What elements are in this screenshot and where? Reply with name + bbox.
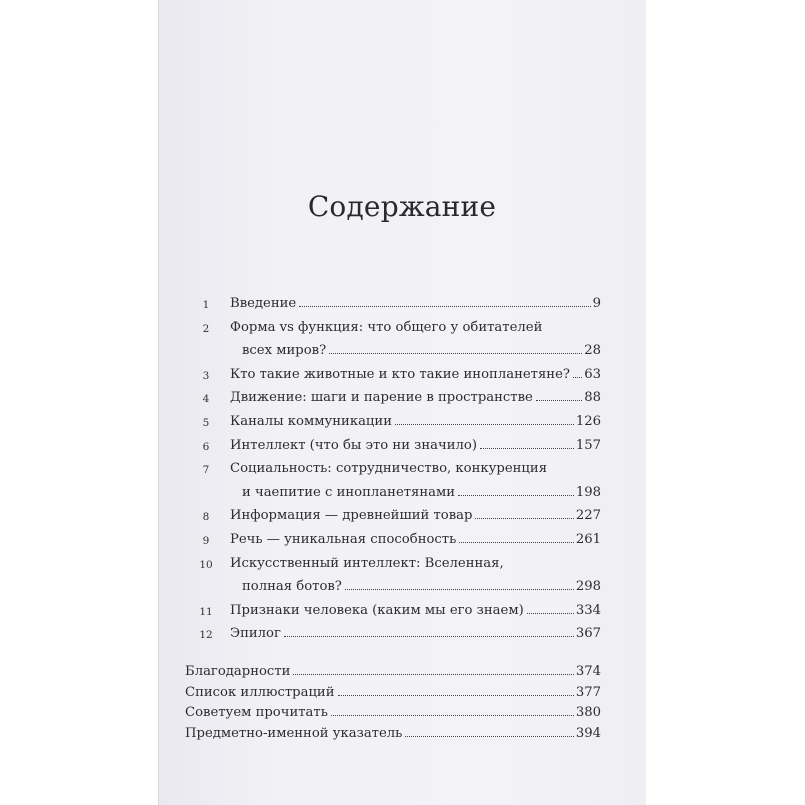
page-number: 198: [575, 484, 601, 500]
chapter-title: Речь — уникальная способность: [230, 532, 457, 547]
page-number: 63: [584, 366, 601, 382]
dot-leader: [284, 636, 574, 637]
chapter-title-line: [230, 367, 601, 382]
toc-chapter-8: [158, 508, 646, 530]
page-number: 380: [575, 705, 601, 720]
back-matter-title: Предметно-именной указатель: [185, 725, 403, 741]
toc-back-matter-item: [185, 685, 601, 707]
chapter-title: Каналы коммуникации: [230, 414, 392, 429]
dot-leader: [536, 400, 582, 401]
dot-leader: [293, 674, 573, 675]
chapter-title: Искусственный интеллект: Вселенная,: [230, 555, 504, 571]
chapter-title-line: [230, 603, 601, 618]
page-number: 157: [575, 437, 601, 453]
chapter-number: 3: [202, 369, 210, 382]
page-number: 28: [584, 343, 601, 359]
page-number: 261: [575, 532, 601, 547]
chapter-title: Кто такие животные и кто такие инопланетяне?: [230, 366, 570, 382]
dot-leader: [395, 424, 574, 425]
toc-back-matter-item: [185, 664, 601, 686]
chapter-title-line: [230, 438, 601, 453]
dot-leader: [527, 613, 574, 614]
dot-leader: [573, 377, 582, 378]
chapter-number: 5: [202, 417, 210, 429]
page-number: 126: [575, 414, 601, 429]
chapter-title-line: [230, 390, 601, 405]
toc-chapter-5: [158, 414, 646, 436]
back-matter-title: Советуем прочитать: [185, 705, 328, 720]
chapter-title-line: [230, 414, 601, 429]
chapter-title: Эпилог: [230, 626, 281, 642]
dot-leader: [345, 589, 574, 590]
chapter-title: полная ботов?: [242, 579, 342, 595]
chapter-title: Интеллект (что бы это ни значило): [230, 437, 477, 453]
dot-leader: [459, 542, 574, 543]
toc-chapter-1: [158, 296, 646, 318]
chapter-title-line: [230, 461, 547, 476]
chapter-number: 7: [202, 464, 210, 477]
chapter-title-line: [230, 296, 601, 311]
chapter-title: Информация — древнейший товар: [230, 508, 473, 524]
toc-chapter-4: [158, 390, 646, 412]
page-number: 334: [575, 602, 601, 618]
back-matter-title: Список иллюстраций: [185, 684, 335, 700]
dot-leader: [405, 736, 573, 737]
dot-leader: [299, 306, 590, 307]
toc-chapter-9: [158, 532, 646, 554]
chapter-title-line: [242, 485, 601, 500]
chapter-title: Введение: [230, 296, 297, 311]
toc-chapter-12: [158, 626, 646, 648]
chapter-title: Признаки человека (каким мы его знаем): [230, 602, 524, 618]
book-page: [158, 0, 646, 805]
toc-back-matter-item: [185, 705, 601, 727]
page-number: 9: [592, 296, 601, 311]
chapter-number: 4: [202, 393, 210, 406]
chapter-title-line: [230, 626, 601, 641]
chapter-title: Социальность: сотрудничество, конкуренция: [230, 461, 548, 477]
chapter-number: 8: [202, 511, 210, 524]
chapter-title: Форма vs функция: что общего у обитателей: [230, 319, 543, 335]
dot-leader: [458, 495, 574, 496]
toc-chapter-11: [158, 603, 646, 625]
chapter-title-line: [230, 556, 504, 571]
chapter-number: 10: [199, 558, 213, 571]
page-number: 298: [575, 579, 601, 595]
dot-leader: [475, 518, 573, 519]
page-number: 377: [575, 684, 601, 700]
page-number: 367: [575, 626, 601, 642]
chapter-title-line: [242, 343, 601, 358]
chapter-number: 2: [202, 322, 210, 335]
chapter-number: 9: [202, 535, 210, 547]
back-matter-title: Благодарности: [185, 664, 291, 679]
chapter-title-line: [230, 508, 601, 523]
chapter-title-line: [242, 579, 601, 594]
chapter-number: 6: [202, 440, 210, 453]
page-number: 88: [584, 390, 601, 406]
chapter-title: и чаепитие с инопланетянами: [242, 484, 456, 500]
dot-leader: [480, 448, 574, 449]
toc-chapter-6: [158, 438, 646, 460]
chapter-title: Движение: шаги и парение в пространстве: [230, 390, 533, 406]
chapter-number: 12: [199, 629, 213, 642]
chapter-number: 1: [202, 299, 210, 311]
dot-leader: [329, 353, 582, 354]
chapter-title: всех миров?: [242, 343, 327, 359]
toc-chapter-10: [158, 555, 646, 595]
chapter-number: 11: [199, 605, 213, 618]
page-title: Содержание: [307, 190, 497, 223]
dot-leader: [331, 715, 574, 716]
chapter-title-line: [230, 532, 601, 547]
page-number: 394: [575, 725, 601, 741]
page-number: 227: [575, 508, 601, 524]
toc-chapter-2: [158, 319, 646, 359]
toc-back-matter-item: [185, 726, 601, 748]
toc-chapter-3: [158, 367, 646, 389]
page-number: 374: [575, 664, 601, 679]
dot-leader: [338, 695, 574, 696]
toc-chapter-7: [158, 461, 646, 500]
chapter-title-line: [230, 320, 542, 335]
